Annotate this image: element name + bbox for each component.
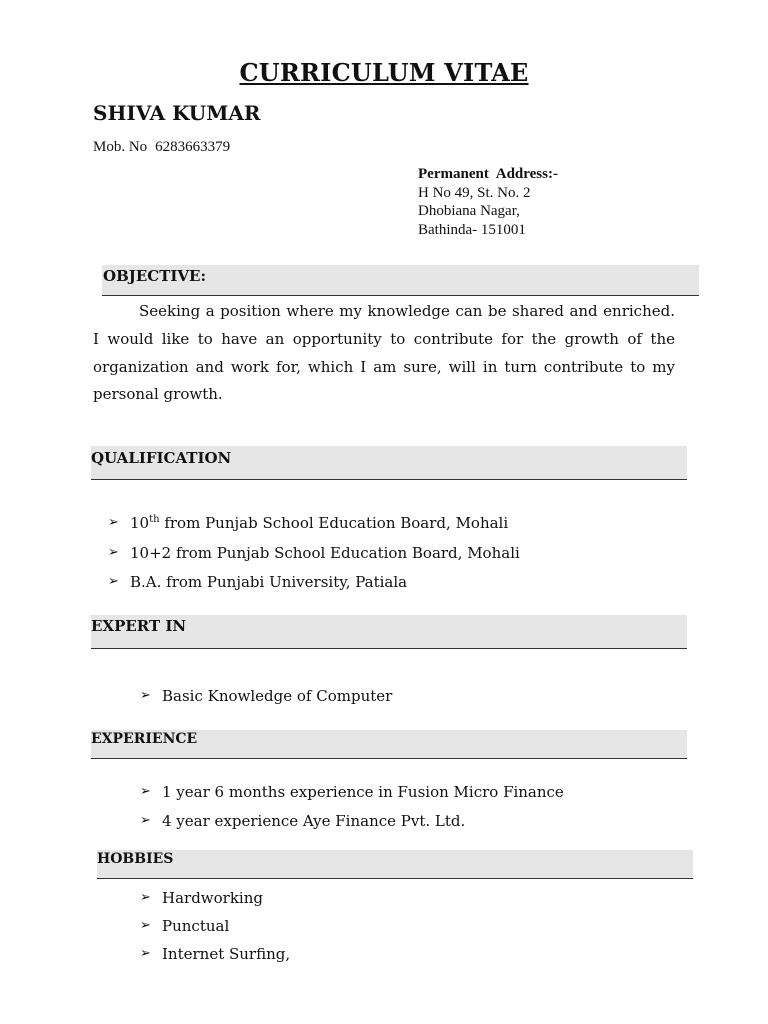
mobile-line <box>93 139 230 156</box>
arrow-bullet-icon: ➢ <box>108 515 119 530</box>
arrow-bullet-icon: ➢ <box>140 918 151 933</box>
permanent-address <box>418 165 558 239</box>
expert-item: Basic Knowledge of Computer <box>162 687 393 705</box>
qualification-item: B.A. from Punjabi University, Patiala <box>130 573 408 591</box>
arrow-bullet-icon: ➢ <box>140 688 151 703</box>
arrow-bullet-icon: ➢ <box>108 544 119 560</box>
arrow-bullet-icon: ➢ <box>140 813 151 828</box>
qualification-heading: QUALIFICATION <box>91 449 232 467</box>
expert-heading: EXPERT IN <box>91 617 187 635</box>
hobbies-heading-bar <box>97 850 693 879</box>
objective-heading-bar <box>102 265 699 296</box>
hobby-item: Punctual <box>162 917 230 935</box>
arrow-bullet-icon: ➢ <box>108 574 119 589</box>
expert-heading-bar <box>91 615 687 649</box>
address-label: Permanent Address:- <box>418 166 558 182</box>
qualification-heading-bar <box>91 446 687 480</box>
objective-heading: OBJECTIVE: <box>103 267 207 285</box>
hobbies-heading: HOBBIES <box>97 851 174 867</box>
experience-item: 4 year experience Aye Finance Pvt. Ltd. <box>162 812 466 830</box>
mobile-label: Mob. No <box>93 139 148 155</box>
qualification-item: 10th from Punjab School Education Board, Mohali <box>130 514 509 532</box>
experience-heading: EXPERIENCE <box>91 731 198 747</box>
hobby-item: Hardworking <box>162 889 263 907</box>
mobile-number: 6283663379 <box>155 139 231 155</box>
arrow-bullet-icon: ➢ <box>140 946 151 961</box>
arrow-bullet-icon: ➢ <box>140 784 151 799</box>
hobby-item: Internet Surfing, <box>162 945 291 963</box>
address-line: Bathinda- 151001 <box>418 221 526 238</box>
address-line: Dhobiana Nagar, <box>418 203 520 219</box>
document-title: CURRICULUM VITAE <box>239 58 529 87</box>
applicant-name: SHIVA KUMAR <box>93 101 261 125</box>
objective-text: Seeking a position where my knowledge can be shared and enriched. I would like to have an opportunity to contribute for the growth of the organization and work for, which I am sure, will in turn contribute to my personal growth. <box>93 302 675 404</box>
arrow-bullet-icon: ➢ <box>140 890 151 905</box>
address-line: H No 49, St. No. 2 <box>418 184 531 201</box>
experience-item: 1 year 6 months experience in Fusion Micro Finance <box>162 783 564 801</box>
experience-heading-bar <box>91 730 687 759</box>
qualification-item: 10+2 from Punjab School Education Board, Mohali <box>130 543 520 562</box>
